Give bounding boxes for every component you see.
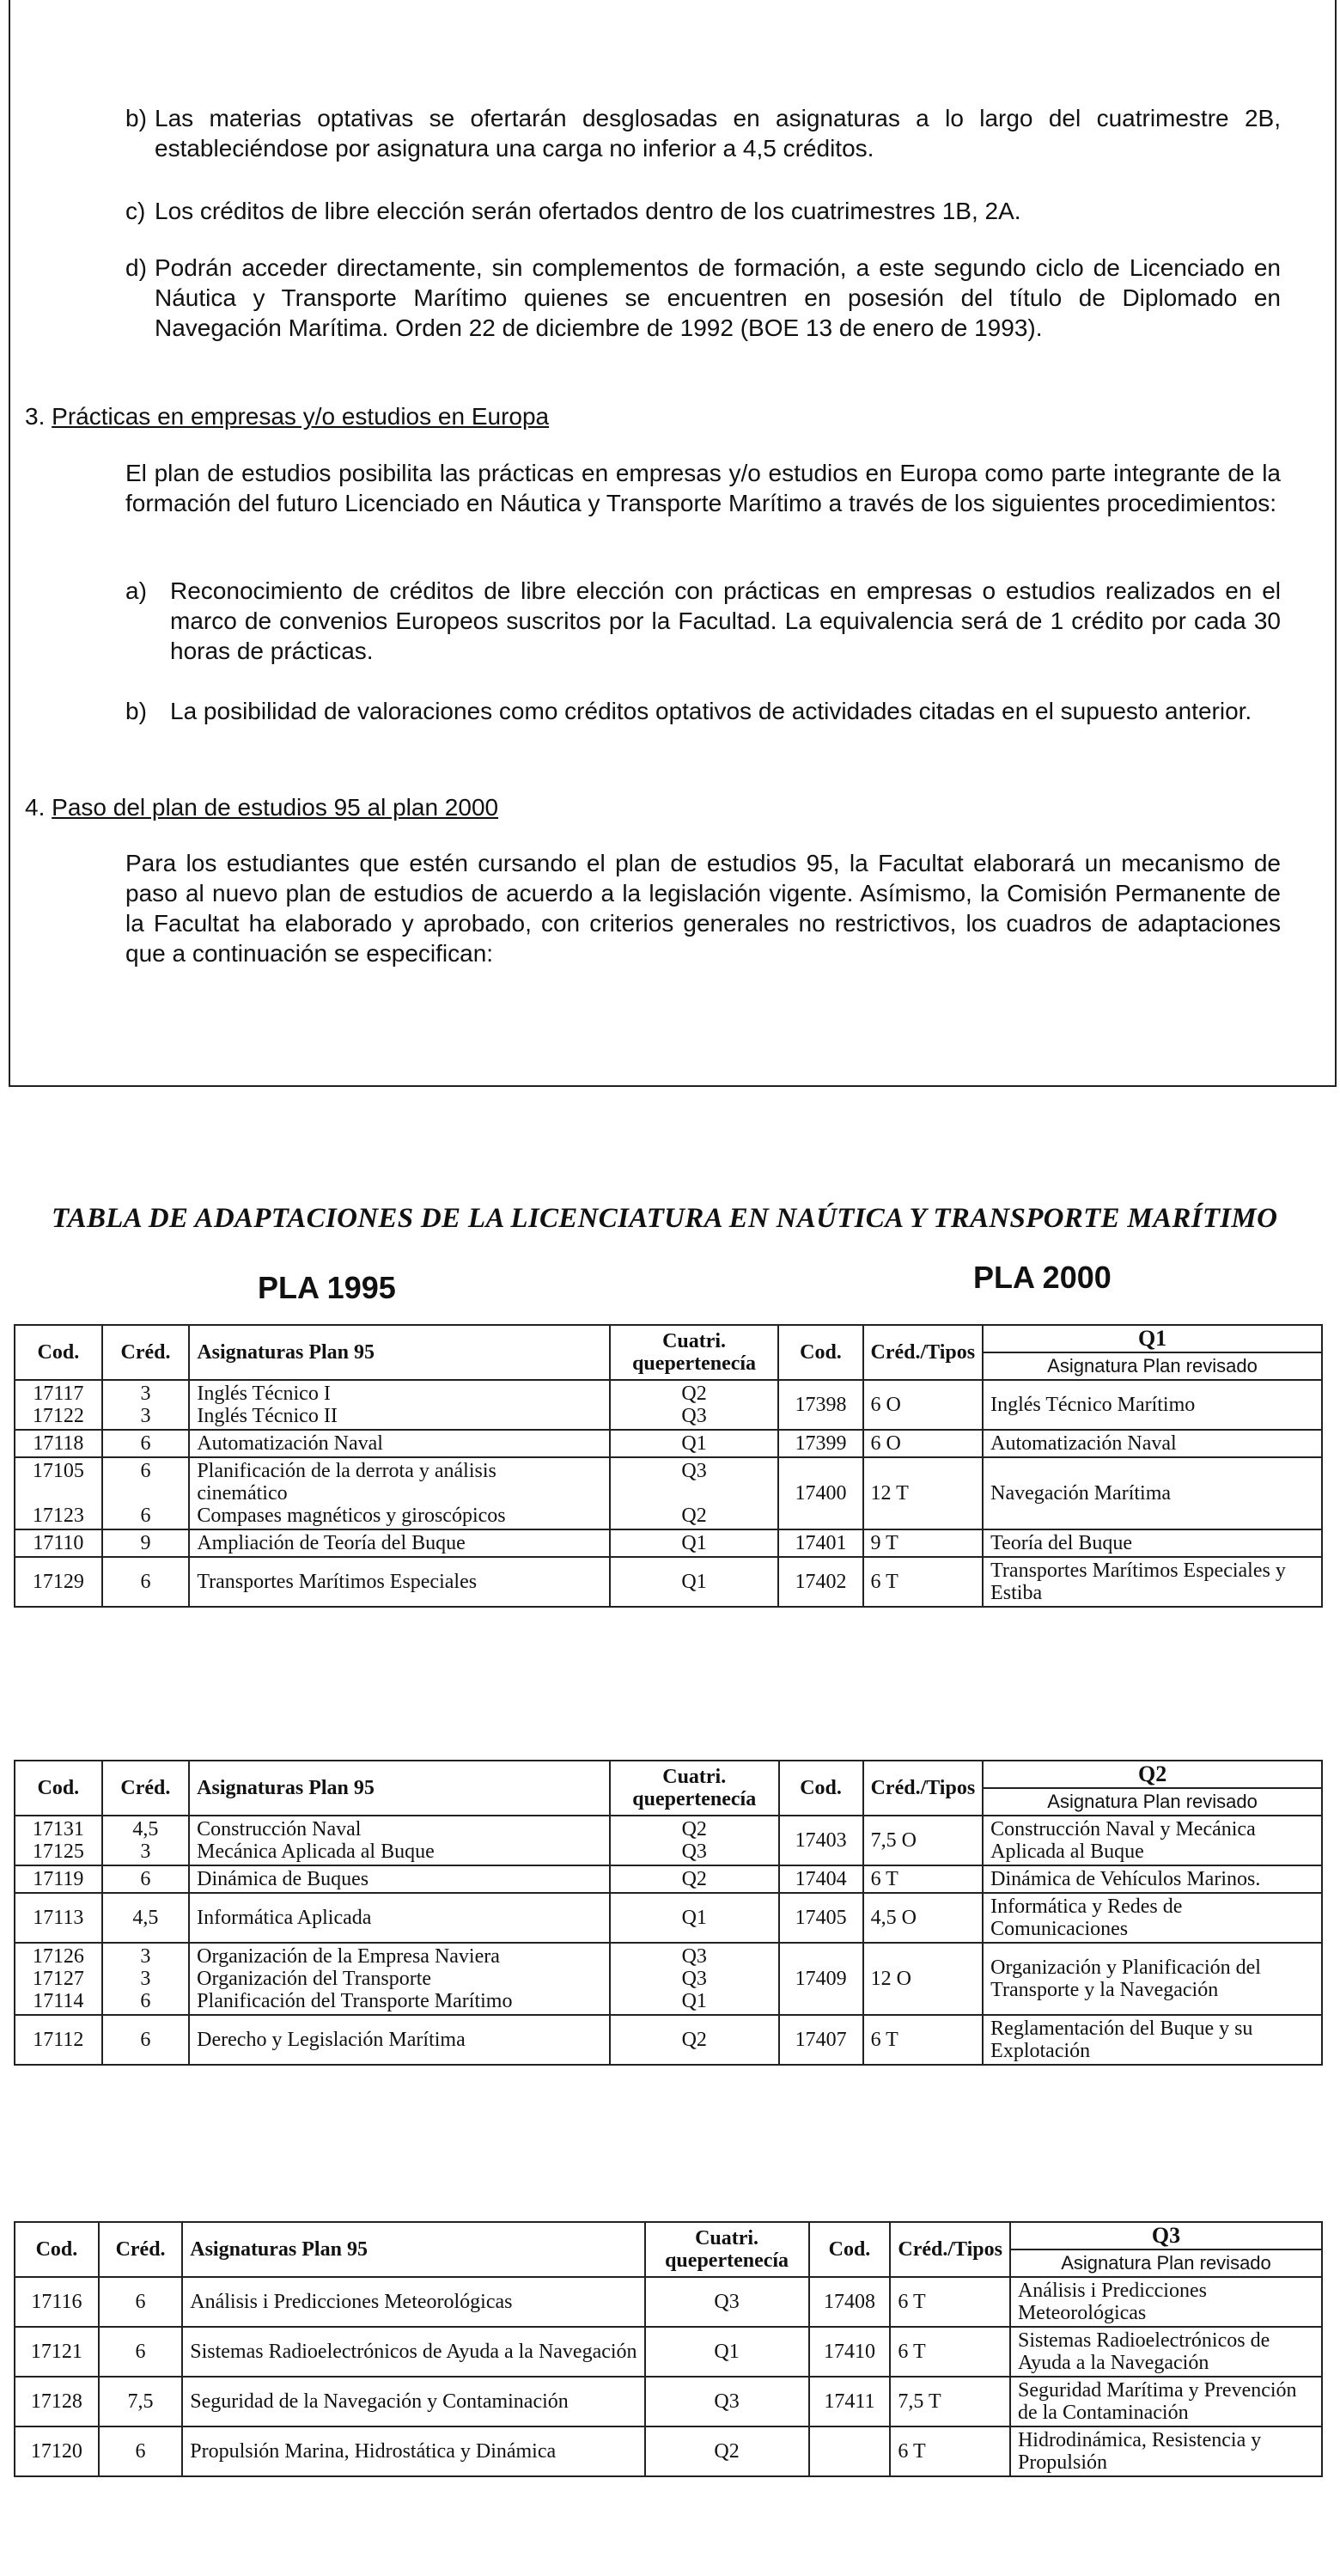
header-cuatri-line: pertenecía [664,1788,757,1810]
cell-cod-new: 17402 [778,1557,862,1607]
cell-cred-line: 7,5 [127,2390,154,2413]
cell-cred-line: 3 [140,1840,151,1863]
cell-cuatri [610,1816,779,1865]
header-row [15,1761,1322,1788]
cell-asignatura [189,1457,609,1529]
cell-asignatura-revisado: Organización y Planificación del Transporte y la Navegación [983,1943,1322,2015]
cell-asignatura-line: Construcción Naval [197,1818,362,1840]
cell-asignatura [189,1380,609,1430]
cell-cred-line: 6 [140,1868,151,1890]
cell-asignatura-line: Propulsión Marina, Hidrostática y Dinámica [190,2440,557,2463]
header-cred-tipos-line: Tipos [926,1777,976,1799]
cell-asignatura [189,1529,609,1557]
cell-cod-line: 17126 [32,1945,84,1968]
cell-asignatura [189,1893,610,1943]
cell-cuatri-line: Q1 [681,1532,707,1554]
cell-cuatri-line: Q2 [714,2440,740,2463]
cell-cod-line: 17110 [33,1532,84,1554]
cell-cred-tipos: 7,5 O [863,1816,984,1865]
header-asignatura-revisado: Asignatura Plan revisado [983,1788,1322,1816]
cell-asignatura-line: cinemático [197,1482,288,1505]
cell-cred-line: 3 [140,1405,151,1427]
cell-cred [99,2377,182,2426]
cell-cuatri-line: Q2 [681,1818,707,1840]
cell-cuatri-line: Q2 [681,1868,707,1890]
cell-asignatura-line: Planificación de la derrota y análisis [197,1460,496,1482]
table-row [15,2015,1322,2065]
cell-cred [99,2277,182,2327]
cell-cred-line: 6 [140,1505,151,1527]
cell-asignatura [182,2327,644,2377]
header-cred-tipos-line: Tipos [926,1341,976,1364]
header-cod-new: Cod. [778,1325,862,1380]
header-cuatri [645,2222,809,2277]
cell-cuatri [610,1457,779,1529]
header-cuatri [610,1325,779,1380]
table-row [15,1893,1322,1943]
cell-cuatri [610,1557,779,1607]
cell-cod-line: 17131 [32,1818,84,1840]
cell-cuatri-line: Q3 [681,1405,707,1427]
cell-asignatura-revisado: Hidrodinámica, Resistencia y Propulsión [1010,2426,1322,2476]
cell-cod-new [809,2426,891,2476]
cell-cod [15,1380,102,1430]
cell-cuatri-line [618,1482,771,1505]
cell-cred [102,2015,190,2065]
cell-cuatri [610,1865,779,1893]
item-label: a) [125,577,147,604]
section-4-text: Para los estudiantes que estén cursando el plan de estudios 95, la Facultat elaborará un mecanismo de paso al nuevo plan de estudios de acuerdo a la legislación vigente. Asímismo, la Comisión Permanente de la Facultat ha elaborado y aprobado, con criterios generales no restrictivos, los cuadros de adaptaciones que a continuación se especifican: [125,850,1281,967]
cell-cod-line: 17128 [30,2390,82,2413]
cell-cred-tipos: 9 T [863,1529,984,1557]
header-row [15,2222,1322,2249]
cell-cod-line: 17112 [33,2029,84,2051]
cell-cuatri [610,1529,779,1557]
cell-cod-new: 17401 [778,1529,862,1557]
cell-asignatura [189,1943,610,2015]
cell-asignatura-line: Inglés Técnico II [197,1405,338,1427]
cell-asignatura-line: Seguridad de la Navegación y Contaminación [190,2390,569,2413]
cell-asignatura [189,1865,610,1893]
cell-asignatura-revisado: Análisis i Predicciones Meteorológicas [1010,2277,1322,2327]
cell-cred-tipos: 6 T [863,1865,984,1893]
cell-cred [102,1529,190,1557]
cell-asignatura-revisado: Inglés Técnico Marítimo [983,1380,1322,1430]
cell-cuatri [645,2277,809,2327]
cell-cod [15,1865,102,1893]
cell-asignatura-line: Planificación del Transporte Marítimo [197,1990,513,2012]
cell-asignatura [189,1557,609,1607]
cell-cuatri-line: Q3 [681,1945,707,1968]
cell-cred-tipos: 6 O [863,1380,984,1430]
cell-asignatura [182,2377,644,2426]
cell-cred-line: 6 [135,2440,146,2463]
table-row [15,2277,1322,2327]
cell-cod [15,2327,99,2377]
cell-cred [102,1816,190,1865]
cell-cred [102,1430,190,1457]
header-cod-new: Cod. [809,2222,891,2277]
cell-cred-line: 4,5 [132,1818,159,1840]
cell-cod-new: 17398 [778,1380,862,1430]
cell-cod [15,1557,102,1607]
cell-cred-line: 9 [140,1532,151,1554]
header-cred: Créd. [99,2222,182,2277]
adaptation-table-q3 [14,2221,1323,2477]
cell-cuatri [645,2377,809,2426]
cell-cred-line: 6 [135,2341,146,2363]
cell-cred-tipos: 6 O [863,1430,984,1457]
cell-cred [99,2426,182,2476]
item-text: Los créditos de libre elección serán ofertados dentro de los cuatrimestres 1B, 2A. [155,198,1021,224]
cell-cred [102,1865,190,1893]
cell-cod-line: 17127 [32,1968,84,1990]
cell-asignatura-line: Mecánica Aplicada al Buque [197,1840,435,1863]
text-box [9,0,1337,1087]
cell-cred-line [110,1482,182,1505]
cell-asignatura-line: Automatización Naval [197,1432,383,1455]
cell-cred-line: 3 [140,1945,151,1968]
cell-cred [99,2327,182,2377]
item-text: Reconocimiento de créditos de libre elección con prácticas en empresas o estudios realizados en el marco de convenios Europeos suscritos por la Facultad. La equivalencia será de 1 crédito por cada 30 horas de prácticas. [170,577,1281,664]
cell-cod [15,2015,102,2065]
cell-cuatri-line: Q3 [714,2390,740,2413]
cell-asignatura-revisado: Informática y Redes de Comunicaciones [983,1893,1322,1943]
cell-cuatri-line: Q2 [681,2029,707,2051]
cell-cod-line: 17119 [33,1868,84,1890]
cell-cod-new: 17410 [809,2327,891,2377]
cell-cuatri-line: Q3 [681,1460,707,1482]
cell-asignatura-revisado: Reglamentación del Buque y su Explotación [983,2015,1322,2065]
cell-asignatura-revisado: Construcción Naval y Mecánica Aplicada al Buque [983,1816,1322,1865]
cell-asignatura-line: Derecho y Legislación Marítima [197,2029,466,2051]
cell-cuatri-line: Q3 [681,1968,707,1990]
cell-cod [15,2277,99,2327]
cell-cuatri [645,2426,809,2476]
adaptations-title: TABLA DE ADAPTACIONES DE LA LICENCIATURA EN NAÚTICA Y TRANSPORTE MARÍTIMO [52,1203,1278,1234]
header-asignatura-revisado: Asignatura Plan revisado [1010,2249,1322,2277]
header-cuatri-line: pertenecía [697,2249,789,2272]
cell-asignatura-line: Transportes Marítimos Especiales [197,1571,478,1593]
header-cuatri-line: pertenecía [664,1352,757,1375]
cell-cred-line: 6 [140,2029,151,2051]
header-cuatri-line: Cuatri. que [665,2227,759,2272]
cell-cuatri-line: Q2 [681,1383,707,1405]
header-cred-tipos-line: Créd./ [870,1341,927,1364]
header-cred-tipos-line: Créd./ [898,2238,954,2261]
cell-cred [102,1557,190,1607]
header-cod: Cod. [15,1761,102,1816]
cell-cred-tipos: 6 T [890,2277,1010,2327]
table-row [15,1557,1322,1607]
cell-asignatura [182,2426,644,2476]
header-asignatura-revisado: Asignatura Plan revisado [983,1352,1322,1380]
section-title: Paso del plan de estudios 95 al plan 2000 [52,794,499,821]
cell-cod-line: 17125 [32,1840,84,1863]
cell-cod-line: 17121 [30,2341,82,2363]
cell-asignatura-line: Informática Aplicada [197,1907,372,1929]
cell-cuatri-line: Q1 [681,1571,707,1593]
cell-cod [15,1430,102,1457]
cell-cred [102,1893,190,1943]
cell-cred-line: 6 [140,1571,151,1593]
cell-cuatri-line: Q1 [681,1990,707,2012]
cell-asignatura-revisado: Navegación Marítima [983,1457,1322,1529]
plan-2000-heading: PLA 2000 [973,1260,1112,1295]
table-row [15,2327,1322,2377]
cell-cuatri-line: Q1 [681,1432,707,1455]
header-cod: Cod. [15,1325,102,1380]
cell-cod-line: 17113 [33,1907,84,1929]
cell-cod-new: 17408 [809,2277,891,2327]
cell-cred-line: 3 [140,1383,151,1405]
cell-cod [15,2377,99,2426]
cell-cred-tipos: 12 O [863,1943,984,2015]
item-label: b) [125,698,147,724]
cell-cod-new: 17407 [779,2015,863,2065]
cell-cred-tipos: 6 T [863,2015,984,2065]
item-text: Podrán acceder directamente, sin complementos de formación, a este segundo ciclo de Licenciado en Náutica y Transporte Marítimo quienes se encuentren en posesión del título de Diplomado en Navegación Marítima. Orden 22 de diciembre de 1992 (BOE 13 de enero de 1993). [155,254,1281,341]
cell-cuatri [610,1380,779,1430]
cell-cod-new: 17403 [779,1816,863,1865]
header-cod: Cod. [15,2222,99,2277]
cell-asignatura-revisado: Teoría del Buque [983,1529,1322,1557]
cell-cod-line: 17114 [33,1990,84,2012]
cell-asignatura [189,2015,610,2065]
cell-asignatura-line: Inglés Técnico I [197,1383,331,1405]
item-label: d) [125,254,147,281]
header-cred-tipos [863,1325,984,1380]
cell-cod-line [22,1482,94,1505]
cell-cod-new: 17400 [778,1457,862,1529]
cell-cod-line: 17123 [32,1505,84,1527]
header-cuatri [610,1761,779,1816]
cell-cred-tipos: 6 T [890,2426,1010,2476]
cell-cred-tipos: 12 T [863,1457,984,1529]
cell-cred-line: 6 [140,1460,151,1482]
header-quarter: Q1 [983,1325,1322,1352]
section-3-heading [25,401,549,431]
table-row [15,1529,1322,1557]
cell-cod-new: 17411 [809,2377,891,2426]
table-row [15,2426,1322,2476]
cell-cuatri [610,1943,779,2015]
header-cred-tipos-line: Tipos [953,2238,1002,2261]
cell-asignatura-line: Organización del Transporte [197,1968,432,1990]
header-asignaturas-95: Asignaturas Plan 95 [189,1761,610,1816]
cell-cod [15,1816,102,1865]
cell-cod-new: 17409 [779,1943,863,2015]
header-cuatri-line: Cuatri. que [632,1330,727,1375]
cell-cuatri-line: Q2 [681,1505,707,1527]
table-row [15,1380,1322,1430]
cell-asignatura-revisado: Sistemas Radioelectrónicos de Ayuda a la Navegación [1010,2327,1322,2377]
section-title: Prácticas en empresas y/o estudios en Europa [52,403,550,430]
cell-asignatura-line: Sistemas Radioelectrónicos de Ayuda a la Navegación [190,2341,637,2363]
cell-cod [15,2426,99,2476]
header-cred-tipos [890,2222,1010,2277]
cell-cred-line: 6 [140,1990,151,2012]
cell-cuatri [610,2015,779,2065]
cell-cuatri [610,1430,779,1457]
cell-cuatri-line: Q1 [714,2341,740,2363]
cell-cred [102,1457,190,1529]
cell-cuatri-line: Q3 [681,1840,707,1863]
header-cuatri-line: Cuatri. que [632,1766,727,1810]
cell-cred-tipos: 6 T [890,2327,1010,2377]
cell-cuatri [610,1893,779,1943]
header-cred: Créd. [102,1325,190,1380]
plan-1995-heading: PLA 1995 [258,1270,396,1305]
cell-asignatura-revisado: Dinámica de Vehículos Marinos. [983,1865,1322,1893]
cell-cod-line: 17118 [33,1432,84,1455]
header-cod-new: Cod. [779,1761,863,1816]
cell-cod [15,1457,102,1529]
cell-cod-new: 17404 [779,1865,863,1893]
section-number: 4. [25,794,46,821]
cell-asignatura-line: Dinámica de Buques [197,1868,369,1890]
cell-cod-line: 17120 [30,2440,82,2463]
cell-asignatura [189,1816,610,1865]
header-asignaturas-95: Asignaturas Plan 95 [189,1325,609,1380]
cell-cod-new: 17399 [778,1430,862,1457]
cell-cred-tipos: 7,5 T [890,2377,1010,2426]
cell-asignatura-revisado: Transportes Marítimos Especiales y Estiba [983,1557,1322,1607]
item-text: Las materias optativas se ofertarán desglosadas en asignaturas a lo largo del cuatrimestre 2B, estableciéndose por asignatura una carga no inferior a 4,5 créditos. [155,105,1281,162]
section-4-heading [25,792,498,822]
cell-cuatri [645,2327,809,2377]
header-cred: Créd. [102,1761,190,1816]
cell-cod [15,1943,102,2015]
adaptation-table-q2 [14,1760,1323,2066]
cell-cod-line: 17117 [33,1383,84,1405]
cell-cred-line: 4,5 [132,1907,159,1929]
table-row [15,1865,1322,1893]
table-row [15,1943,1322,2015]
cell-cod-new: 17405 [779,1893,863,1943]
cell-asignatura-line: Organización de la Empresa Naviera [197,1945,500,1968]
table-row [15,1430,1322,1457]
cell-cred-line: 6 [140,1432,151,1455]
cell-asignatura-line: Ampliación de Teoría del Buque [197,1532,466,1554]
cell-asignatura-revisado: Seguridad Marítima y Prevención de la Contaminación [1010,2377,1322,2426]
cell-cod-line: 17116 [31,2291,82,2313]
item-label: c) [125,198,146,224]
table-row [15,1816,1322,1865]
cell-cod-line: 17105 [32,1460,84,1482]
cell-cuatri-line: Q1 [681,1907,707,1929]
item-label: b) [125,105,147,131]
header-quarter: Q2 [983,1761,1322,1788]
cell-cod [15,1529,102,1557]
cell-cred-line: 6 [135,2291,146,2313]
item-text: La posibilidad de valoraciones como créditos optativos de actividades citadas en el supuesto anterior. [170,698,1252,724]
cell-cod-line: 17129 [32,1571,84,1593]
cell-asignatura [182,2277,644,2327]
table-row [15,1457,1322,1529]
header-cred-tipos [863,1761,984,1816]
cell-cred-line: 3 [140,1968,151,1990]
adaptation-table-q1 [14,1324,1323,1608]
header-quarter: Q3 [1010,2222,1322,2249]
section-3-intro: El plan de estudios posibilita las prácticas en empresas y/o estudios en Europa como parte integrante de la formación del futuro Licenciado en Náutica y Transporte Marítimo a través de los siguientes procedimientos: [125,460,1281,516]
section-number: 3. [25,403,46,430]
cell-asignatura-line: Análisis i Predicciones Meteorológicas [190,2291,513,2313]
header-asignaturas-95: Asignaturas Plan 95 [182,2222,644,2277]
header-row [15,1325,1322,1352]
cell-cred [102,1380,190,1430]
table-row [15,2377,1322,2426]
header-cred-tipos-line: Créd./ [870,1777,927,1799]
cell-cred-tipos: 4,5 O [863,1893,984,1943]
cell-asignatura-revisado: Automatización Naval [983,1430,1322,1457]
cell-cod-line: 17122 [32,1405,84,1427]
cell-cred-tipos: 6 T [863,1557,984,1607]
cell-cuatri-line: Q3 [714,2291,740,2313]
cell-cod [15,1893,102,1943]
cell-asignatura [189,1430,609,1457]
cell-asignatura-line: Compases magnéticos y giroscópicos [197,1505,506,1527]
cell-cred [102,1943,190,2015]
